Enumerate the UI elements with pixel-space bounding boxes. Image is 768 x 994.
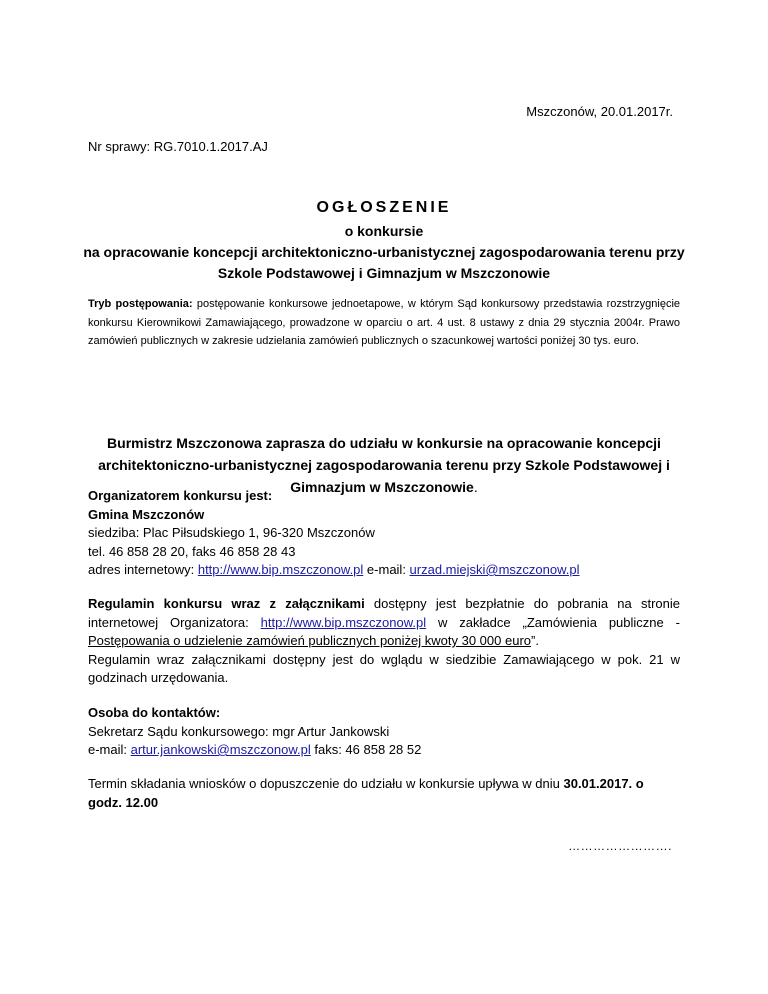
contact-line (88, 741, 688, 760)
procedure-label: Tryb postępowania: (88, 298, 193, 310)
email-label: e-mail: (363, 562, 410, 577)
announcement-heading: OGŁOSZENIE (316, 199, 452, 216)
organizer-section (88, 487, 688, 580)
organizer-email-link[interactable]: urzad.miejski@mszczonow.pl (409, 562, 580, 577)
deadline-text: Termin składania wniosków o dopuszczenie do udziału w konkursie upływa w dniu (88, 776, 564, 791)
rules-paragraph (88, 595, 680, 651)
organizer-web-line (88, 561, 688, 580)
subtitle-line-1: o konkursie (344, 223, 424, 239)
rules-text-2: w zakładce „Zamówienia publiczne - (426, 614, 680, 630)
contact-section (88, 704, 688, 760)
place-date: Mszczonów, 20.01.2017r. (526, 104, 673, 119)
subtitle-line-2: na opracowanie koncepcji architektoniczno-urbanistycznej zagospodarowania terenu przy (83, 244, 685, 260)
invitation-text: Burmistrz Mszczonowa zaprasza do udziału w konkursie na opracowanie koncepcji architektoniczno-urbanistycznej zagospodarowania terenu przy Szkole Podstawowej i Gimnazjum w Mszczonowie (98, 435, 670, 495)
subtitle-line-3: Szkole Podstawowej i Gimnazjum w Mszczonowie (217, 265, 551, 281)
rules-website-link[interactable]: http://www.bip.mszczonow.pl (260, 614, 427, 630)
contact-fax: faks: 46 858 28 52 (310, 742, 422, 757)
signature-dots: ……………………. (568, 839, 672, 853)
contact-heading: Osoba do kontaktów: (88, 705, 221, 720)
rules-section (88, 595, 680, 688)
organizer-website-link[interactable]: http://www.bip.mszczonow.pl (197, 562, 364, 577)
deadline-date: 30.01.2017. o godz. 12.00 (88, 776, 644, 810)
rules-text-1: dostępny jest bezpłatnie do pobrania na stronie internetowej Organizatora: (88, 596, 680, 630)
procedure-text: postępowanie konkursowe jednoetapowe, w którym Sąd konkursowy przedstawia rozstrzygnięcie konkursu Kierownikowi Zamawiającego, prowadzone w oparciu o art. 4 ust. 8 ustawy z dnia 29 stycznia 2004r. Prawo zamówień publicznych w zakresie udzielania zamówień publicznych o szacunkowej wartości poniżej 30 tys. euro. (88, 298, 681, 347)
rules-text-3: ”. (531, 633, 539, 648)
organizer-phone: tel. 46 858 28 20, faks 46 858 28 43 (88, 543, 296, 559)
contact-person: Sekretarz Sądu konkursowego: mgr Artur Jankowski (88, 723, 390, 739)
rules-section-name: Postępowania o udzielenie zamówień publicznych poniżej kwoty 30 000 euro (88, 633, 531, 648)
rules-bold: Regulamin konkursu wraz z załącznikami (88, 596, 365, 611)
contact-email-link[interactable]: artur.jankowski@mszczonow.pl (130, 742, 311, 757)
invitation-end: . (473, 479, 478, 495)
rules-availability: Regulamin wraz załącznikami dostępny jest do wglądu w siedzibie Zamawiającego w pok. 21 w godzinach urzędowania. (88, 651, 680, 685)
contact-email-label: e-mail: (88, 742, 131, 757)
deadline-paragraph (88, 775, 680, 812)
web-label: adres internetowy: (88, 562, 198, 577)
procedure-paragraph (88, 295, 680, 351)
organizer-heading: Organizatorem konkursu jest: (88, 488, 273, 503)
organizer-address: siedziba: Plac Piłsudskiego 1, 96-320 Mszczonów (88, 525, 375, 540)
announcement-subtitle (40, 221, 728, 284)
case-number: Nr sprawy: RG.7010.1.2017.AJ (88, 139, 268, 154)
organizer-name: Gmina Mszczonów (88, 506, 205, 522)
